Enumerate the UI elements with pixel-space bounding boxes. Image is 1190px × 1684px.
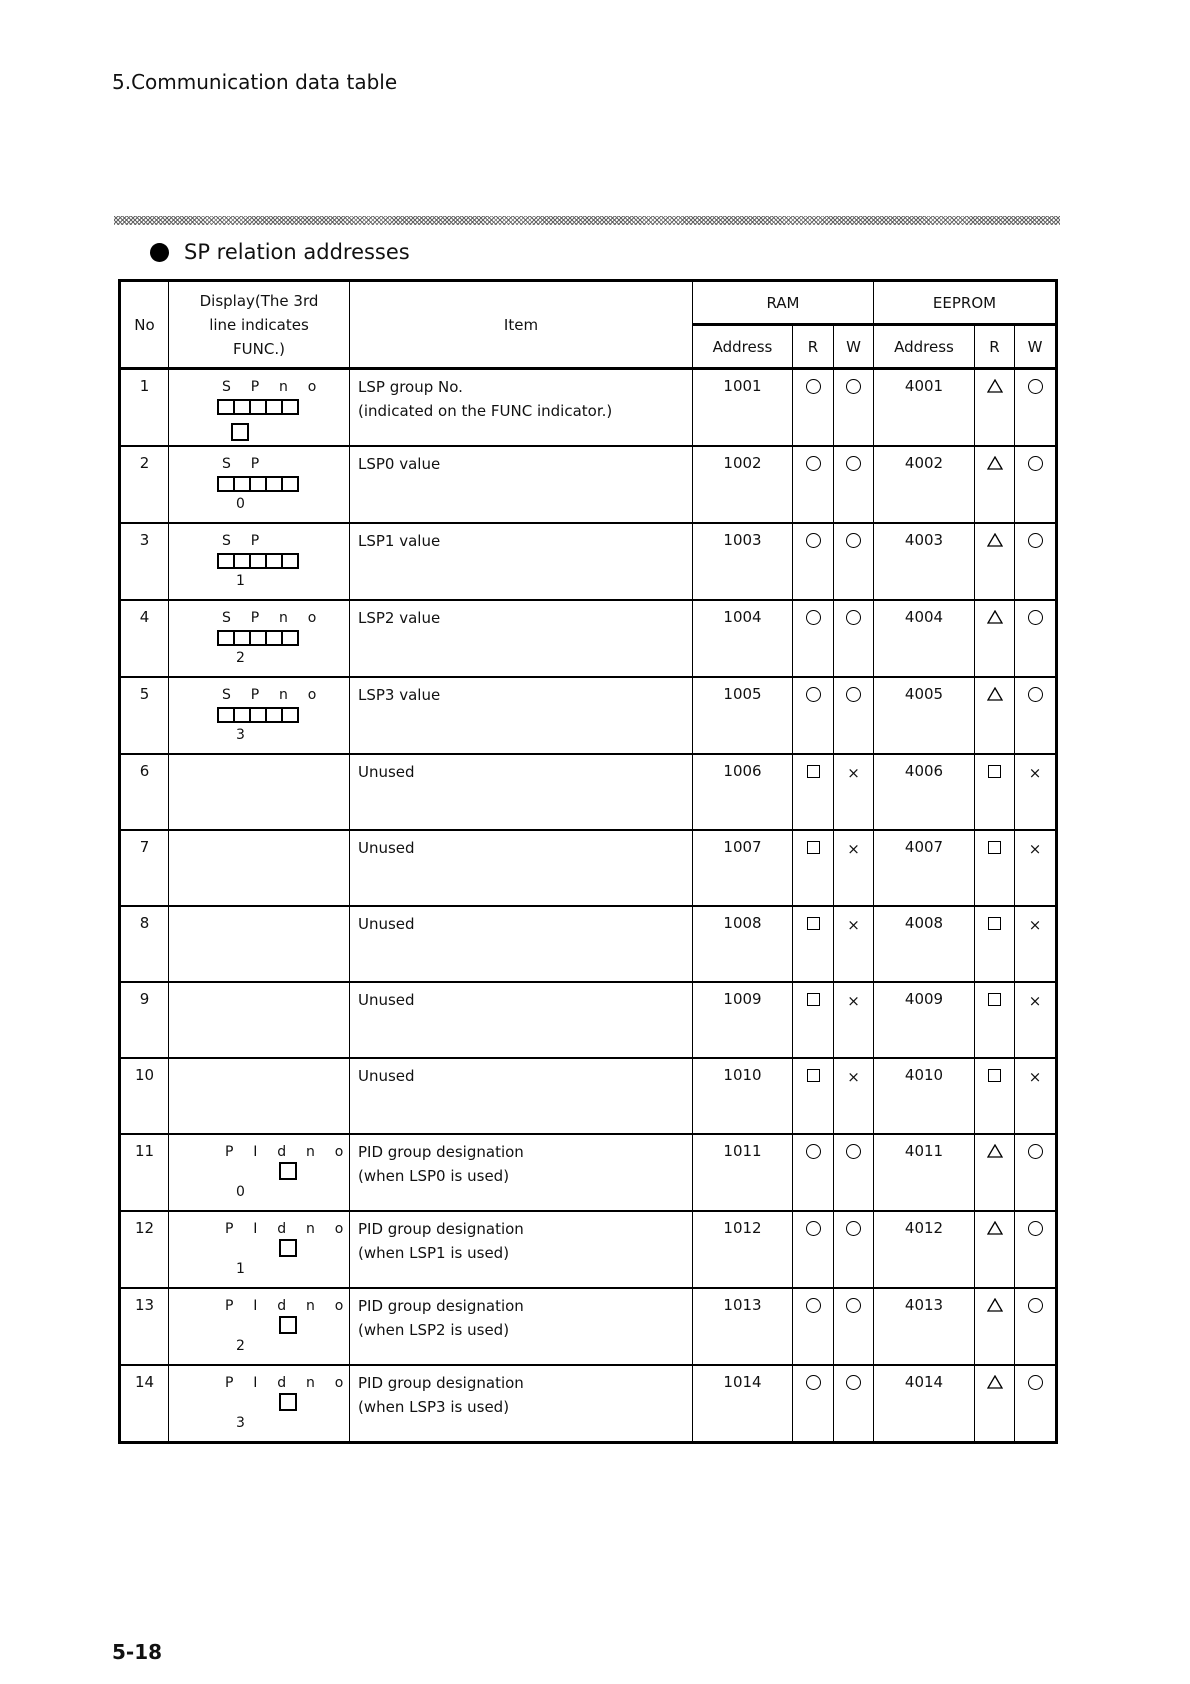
table-row	[120, 1288, 1057, 1365]
table-row	[120, 446, 1057, 523]
header-eeprom-address: Address	[874, 325, 975, 369]
display-pattern	[169, 531, 349, 599]
segment-box-icon	[231, 423, 249, 441]
cell-eeprom-r	[975, 1134, 1015, 1211]
cell-display	[169, 369, 350, 447]
display-digit: 1	[236, 1261, 245, 1277]
cell-ram-r	[793, 982, 834, 1058]
square-icon	[988, 765, 1001, 778]
cell-eeprom-address: 4007	[874, 830, 975, 906]
circle-icon	[846, 1221, 861, 1236]
triangle-icon	[987, 456, 1003, 470]
circle-icon	[806, 533, 821, 548]
cell-ram-w	[834, 982, 874, 1058]
table-row	[120, 830, 1057, 906]
cell-item	[350, 1134, 693, 1211]
header-display	[169, 281, 350, 369]
cell-eeprom-w	[1015, 369, 1057, 447]
circle-icon	[1028, 687, 1043, 702]
cell-eeprom-address: 4012	[874, 1211, 975, 1288]
square-icon	[988, 841, 1001, 854]
triangle-icon	[987, 687, 1003, 701]
triangle-icon	[987, 533, 1003, 547]
segment-box-icon	[279, 1393, 297, 1411]
display-pattern	[169, 454, 349, 522]
cell-ram-w	[834, 1134, 874, 1211]
cell-ram-address: 1014	[693, 1365, 793, 1443]
cell-eeprom-r	[975, 982, 1015, 1058]
table-row	[120, 754, 1057, 830]
cell-ram-r	[793, 906, 834, 982]
cross-icon: ×	[1028, 916, 1042, 934]
circle-icon	[1028, 1144, 1043, 1159]
cell-ram-address: 1011	[693, 1134, 793, 1211]
cell-eeprom-address: 4004	[874, 600, 975, 677]
cell-ram-address: 1012	[693, 1211, 793, 1288]
triangle-icon	[987, 1144, 1003, 1158]
circle-icon	[806, 456, 821, 471]
segment-boxes-icon	[217, 476, 299, 492]
display-digit: 0	[236, 496, 245, 512]
cell-ram-r	[793, 369, 834, 447]
table-row	[120, 906, 1057, 982]
cell-no: 8	[120, 906, 169, 982]
cell-eeprom-w	[1015, 1134, 1057, 1211]
cell-eeprom-r	[975, 906, 1015, 982]
cross-icon: ×	[1028, 840, 1042, 858]
cell-ram-address: 1006	[693, 754, 793, 830]
cell-eeprom-r	[975, 1288, 1015, 1365]
cell-eeprom-r	[975, 677, 1015, 754]
sp-address-table	[118, 279, 1058, 1444]
item-line1: Unused	[358, 991, 415, 1009]
cell-eeprom-address: 4013	[874, 1288, 975, 1365]
cell-ram-w	[834, 1211, 874, 1288]
cell-eeprom-address: 4002	[874, 446, 975, 523]
item-line1: Unused	[358, 1067, 415, 1085]
cell-no: 5	[120, 677, 169, 754]
circle-icon	[1028, 456, 1043, 471]
display-digit: 3	[236, 727, 245, 743]
cell-ram-w	[834, 369, 874, 447]
item-line2: (when LSP0 is used)	[358, 1167, 510, 1185]
cell-eeprom-w	[1015, 982, 1057, 1058]
cell-eeprom-r	[975, 600, 1015, 677]
circle-icon	[846, 533, 861, 548]
cell-eeprom-address: 4005	[874, 677, 975, 754]
item-line2: (when LSP1 is used)	[358, 1244, 510, 1262]
circle-icon	[806, 379, 821, 394]
circle-icon	[846, 1298, 861, 1313]
cell-ram-r	[793, 523, 834, 600]
item-line1: LSP2 value	[358, 609, 441, 627]
display-pattern	[169, 377, 349, 445]
cell-ram-w	[834, 600, 874, 677]
cell-no: 6	[120, 754, 169, 830]
cell-eeprom-w	[1015, 906, 1057, 982]
cell-eeprom-address: 4003	[874, 523, 975, 600]
table-row	[120, 369, 1057, 447]
cell-display	[169, 1288, 350, 1365]
circle-icon	[806, 610, 821, 625]
cell-display	[169, 600, 350, 677]
table-row	[120, 1365, 1057, 1443]
cell-eeprom-w	[1015, 600, 1057, 677]
circle-icon	[1028, 610, 1043, 625]
cell-ram-address: 1009	[693, 982, 793, 1058]
section-heading-text: SP relation addresses	[184, 240, 410, 264]
header-ram-r: R	[793, 325, 834, 369]
cell-ram-address: 1002	[693, 446, 793, 523]
circle-icon	[1028, 1298, 1043, 1313]
header-item: Item	[350, 281, 693, 369]
cell-no: 13	[120, 1288, 169, 1365]
header-ram: RAM	[693, 281, 874, 325]
cell-eeprom-w	[1015, 830, 1057, 906]
square-icon	[988, 993, 1001, 1006]
cell-display	[169, 906, 350, 982]
circle-icon	[846, 610, 861, 625]
display-text: S P n o	[222, 379, 325, 395]
cross-icon: ×	[1028, 764, 1042, 782]
cell-ram-w	[834, 906, 874, 982]
cell-no: 9	[120, 982, 169, 1058]
table-row	[120, 600, 1057, 677]
segment-boxes-icon	[217, 399, 299, 415]
cell-eeprom-w	[1015, 523, 1057, 600]
circle-icon	[806, 1298, 821, 1313]
item-line1: LSP1 value	[358, 532, 441, 550]
cell-ram-r	[793, 600, 834, 677]
cell-display	[169, 677, 350, 754]
cell-eeprom-address: 4010	[874, 1058, 975, 1134]
cell-item	[350, 446, 693, 523]
triangle-icon	[987, 379, 1003, 393]
cell-item	[350, 830, 693, 906]
segment-box-icon	[279, 1316, 297, 1334]
cell-item	[350, 1365, 693, 1443]
cell-display	[169, 982, 350, 1058]
display-pattern	[169, 608, 349, 676]
display-text: S P	[222, 456, 267, 472]
cell-ram-address: 1001	[693, 369, 793, 447]
cell-ram-r	[793, 1365, 834, 1443]
cross-icon: ×	[847, 840, 860, 858]
cell-eeprom-w	[1015, 1365, 1057, 1443]
cell-eeprom-r	[975, 754, 1015, 830]
item-line1: PID group designation	[358, 1297, 524, 1315]
cell-no: 1	[120, 369, 169, 447]
cell-eeprom-address: 4008	[874, 906, 975, 982]
cell-eeprom-w	[1015, 1211, 1057, 1288]
circle-icon	[806, 1221, 821, 1236]
display-digit: 2	[236, 1338, 245, 1354]
item-line2: (when LSP2 is used)	[358, 1321, 510, 1339]
cell-ram-w	[834, 1288, 874, 1365]
cell-ram-r	[793, 677, 834, 754]
circle-icon	[846, 456, 861, 471]
table-row	[120, 1058, 1057, 1134]
triangle-icon	[987, 1375, 1003, 1389]
triangle-icon	[987, 610, 1003, 624]
cell-display	[169, 754, 350, 830]
section-heading	[150, 240, 410, 264]
header-eeprom-w: W	[1015, 325, 1057, 369]
cell-ram-address: 1010	[693, 1058, 793, 1134]
display-text: P I d n o	[225, 1298, 351, 1314]
cell-ram-r	[793, 446, 834, 523]
cell-ram-address: 1004	[693, 600, 793, 677]
header-eeprom-r: R	[975, 325, 1015, 369]
cell-display	[169, 1134, 350, 1211]
cell-item	[350, 1058, 693, 1134]
display-text: S P n o	[222, 687, 325, 703]
item-line1: LSP3 value	[358, 686, 441, 704]
cell-eeprom-r	[975, 1365, 1015, 1443]
cell-display	[169, 1058, 350, 1134]
cell-ram-w	[834, 523, 874, 600]
display-pattern	[169, 685, 349, 753]
display-digit: 3	[236, 1415, 245, 1431]
header-no: No	[120, 281, 169, 369]
square-icon	[807, 993, 820, 1006]
page-header-title: 5.Communication data table	[112, 70, 398, 94]
display-digit: 0	[236, 1184, 245, 1200]
cell-ram-r	[793, 1134, 834, 1211]
cell-eeprom-w	[1015, 677, 1057, 754]
cell-ram-w	[834, 1058, 874, 1134]
table-row	[120, 1211, 1057, 1288]
header-eeprom: EEPROM	[874, 281, 1057, 325]
cell-ram-r	[793, 1211, 834, 1288]
triangle-icon	[987, 1221, 1003, 1235]
cell-ram-address: 1008	[693, 906, 793, 982]
segment-box-icon	[279, 1162, 297, 1180]
cell-item	[350, 523, 693, 600]
item-line1: LSP0 value	[358, 455, 441, 473]
cell-ram-w	[834, 677, 874, 754]
display-pattern	[169, 1373, 349, 1441]
segment-box-icon	[279, 1239, 297, 1257]
cell-eeprom-w	[1015, 446, 1057, 523]
cell-display	[169, 523, 350, 600]
cell-item	[350, 982, 693, 1058]
cell-item	[350, 906, 693, 982]
circle-icon	[846, 1375, 861, 1390]
cell-no: 11	[120, 1134, 169, 1211]
cell-eeprom-address: 4009	[874, 982, 975, 1058]
cell-ram-address: 1003	[693, 523, 793, 600]
cell-no: 2	[120, 446, 169, 523]
table-row	[120, 677, 1057, 754]
display-pattern	[169, 1142, 349, 1210]
circle-icon	[806, 1144, 821, 1159]
display-text: S P n o	[222, 610, 325, 626]
cell-ram-r	[793, 1058, 834, 1134]
cell-item	[350, 369, 693, 447]
circle-icon	[1028, 1221, 1043, 1236]
cell-item	[350, 677, 693, 754]
cell-no: 14	[120, 1365, 169, 1443]
display-text: P I d n o	[225, 1144, 351, 1160]
cell-ram-address: 1007	[693, 830, 793, 906]
circle-icon	[846, 1144, 861, 1159]
cell-no: 10	[120, 1058, 169, 1134]
cell-display	[169, 830, 350, 906]
cell-ram-r	[793, 1288, 834, 1365]
cell-eeprom-address: 4006	[874, 754, 975, 830]
item-line2: (indicated on the FUNC indicator.)	[358, 402, 613, 420]
item-line1: PID group designation	[358, 1374, 524, 1392]
circle-icon	[806, 687, 821, 702]
header-ram-address: Address	[693, 325, 793, 369]
item-line1: PID group designation	[358, 1143, 524, 1161]
cell-no: 3	[120, 523, 169, 600]
cell-ram-address: 1005	[693, 677, 793, 754]
cell-ram-r	[793, 754, 834, 830]
circle-icon	[1028, 1375, 1043, 1390]
circle-icon	[846, 379, 861, 394]
cell-eeprom-r	[975, 523, 1015, 600]
table-row	[120, 1134, 1057, 1211]
cell-display	[169, 1211, 350, 1288]
cell-eeprom-r	[975, 446, 1015, 523]
segment-boxes-icon	[217, 553, 299, 569]
cross-icon: ×	[1028, 992, 1042, 1010]
cell-item	[350, 600, 693, 677]
square-icon	[807, 1069, 820, 1082]
item-line2: (when LSP3 is used)	[358, 1398, 510, 1416]
cell-no: 12	[120, 1211, 169, 1288]
item-line1: Unused	[358, 839, 415, 857]
cell-display	[169, 446, 350, 523]
table-row	[120, 523, 1057, 600]
cell-eeprom-r	[975, 1058, 1015, 1134]
cell-ram-w	[834, 754, 874, 830]
circle-icon	[1028, 533, 1043, 548]
display-pattern	[169, 1219, 349, 1287]
cross-icon: ×	[847, 916, 860, 934]
square-icon	[807, 765, 820, 778]
cell-eeprom-w	[1015, 754, 1057, 830]
table-row	[120, 982, 1057, 1058]
item-line1: Unused	[358, 763, 415, 781]
cell-eeprom-address: 4011	[874, 1134, 975, 1211]
cell-display	[169, 1365, 350, 1443]
page-number: 5-18	[112, 1640, 163, 1664]
cell-item	[350, 1211, 693, 1288]
cell-eeprom-w	[1015, 1058, 1057, 1134]
square-icon	[988, 917, 1001, 930]
cell-eeprom-address: 4014	[874, 1365, 975, 1443]
cell-item	[350, 1288, 693, 1365]
cell-eeprom-r	[975, 1211, 1015, 1288]
cross-icon: ×	[847, 992, 860, 1010]
cell-eeprom-w	[1015, 1288, 1057, 1365]
display-digit: 2	[236, 650, 245, 666]
cell-no: 4	[120, 600, 169, 677]
cell-ram-w	[834, 1365, 874, 1443]
circle-icon	[1028, 379, 1043, 394]
item-line1: LSP group No.	[358, 378, 463, 396]
bullet-icon	[150, 243, 169, 262]
triangle-icon	[987, 1298, 1003, 1312]
square-icon	[807, 841, 820, 854]
cell-ram-w	[834, 830, 874, 906]
cross-icon: ×	[847, 764, 860, 782]
segment-boxes-icon	[217, 707, 299, 723]
cell-item	[350, 754, 693, 830]
cross-icon: ×	[1028, 1068, 1042, 1086]
display-text: P I d n o	[225, 1221, 351, 1237]
display-text: S P	[222, 533, 267, 549]
circle-icon	[806, 1375, 821, 1390]
header-ram-w: W	[834, 325, 874, 369]
cell-ram-w	[834, 446, 874, 523]
circle-icon	[846, 687, 861, 702]
header-display-text: Display(The 3rd line indicates FUNC.)	[199, 291, 319, 358]
cell-eeprom-address: 4001	[874, 369, 975, 447]
cell-no: 7	[120, 830, 169, 906]
display-digit: 1	[236, 573, 245, 589]
item-line1: PID group designation	[358, 1220, 524, 1238]
display-pattern	[169, 1296, 349, 1364]
segment-boxes-icon	[217, 630, 299, 646]
cell-eeprom-r	[975, 830, 1015, 906]
square-icon	[807, 917, 820, 930]
cell-ram-r	[793, 830, 834, 906]
cross-icon: ×	[847, 1068, 860, 1086]
cell-ram-address: 1013	[693, 1288, 793, 1365]
display-text: P I d n o	[225, 1375, 351, 1391]
hatched-divider	[114, 216, 1060, 225]
square-icon	[988, 1069, 1001, 1082]
item-line1: Unused	[358, 915, 415, 933]
cell-eeprom-r	[975, 369, 1015, 447]
